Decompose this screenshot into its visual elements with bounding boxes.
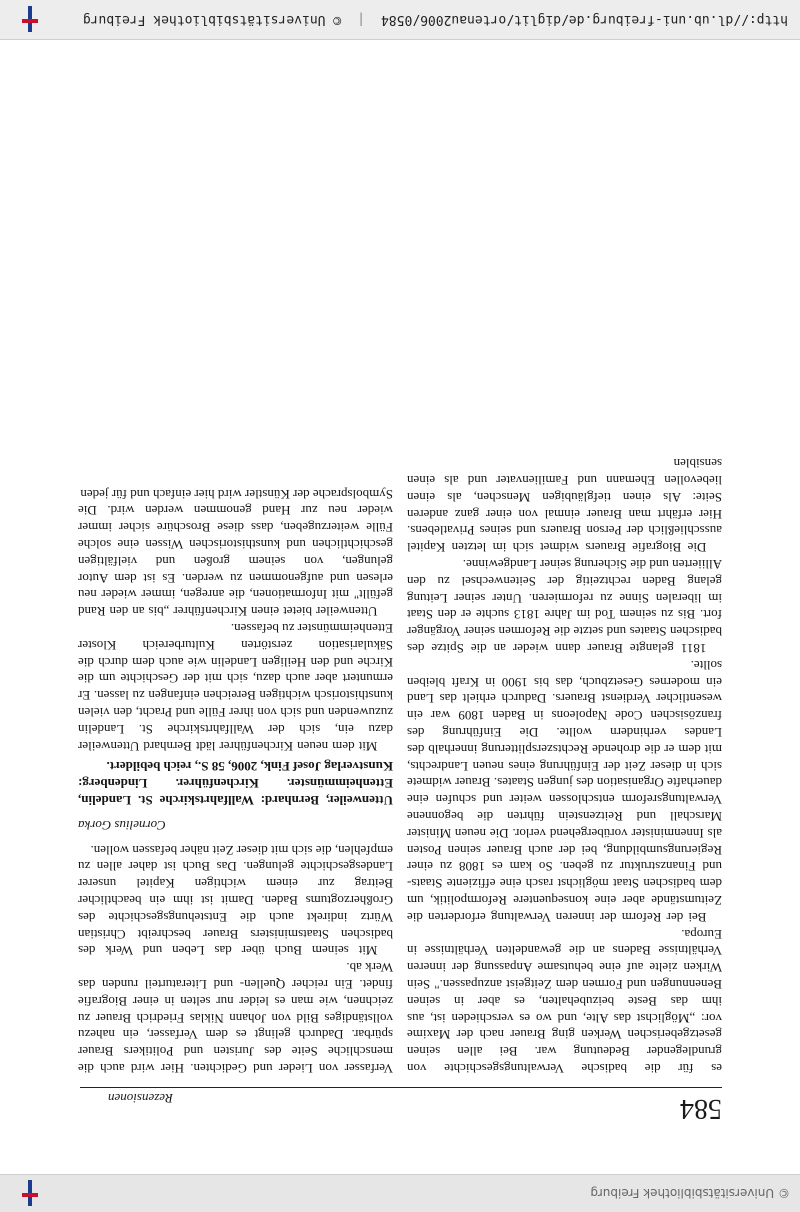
paragraph: Die Biografie Brauers widmet sich im letzten Kapitel ausschließlich der Person Brauers und seines Privatlebens. Hier erfährt man Brauer einmal von einer ganz anderen Seite: Als einen tiefgläubigen Menschen, als einen liebevollen Ehemann und Familienvater und als einen sensiblen [407,456,722,556]
url-bar-credit: © Universitätsbibliothek Freiburg [82,12,342,27]
header-rule [80,1087,722,1088]
paragraph: Verfasser von Lieder und Gedichten. Hier wird auch die menschliche Seite des Juristen und Politikers Brauer spürbar. Dadurch gelingt es dem Verfasser, ein nahezu vollständiges Bild von Johann Niklas Friedrich Brauer zu zeichnen, wie man es leider nur selten in einer Biografie findet. Ein reicher Quellen- und Literaturteil runden das Werk ab. [78,960,393,1076]
library-logo-icon [22,1180,38,1206]
copyright-text: © Universitätsbibliothek Freiburg [590,1186,790,1201]
review-heading: Uttenweiler, Bernhard: Wallfahrtskirche St. Landelin, Ettenheimmünster. Kirchenführer. Lindenberg: Kunstverlag Josef Fink, 2006, 58 S., reich bebildert. [78,759,393,809]
paragraph: Bei der Reform der inneren Verwaltung erforderten die Zeitumstände aber eine konsequentere Reformpolitik, um dem badischen Staat möglichst rasch eine effiziente Staats- und Finanzstruktur zu geben. So kam es 1808 zu einer Regierungsumbildung, bei der auch Brauer seinen Posten als Innenminister vorübergehend verlor. Die neuen Minister Marschall und Reitzenstein führten die begonnene Verwaltungsreform entschlossen weiter und schufen eine dauerhafte Organisation des jungen Staates. Brauer widmete sich in dieser Zeit der Einführung eines neuen Landrechts, mit dem er die drohende Rechtszersplitterung innerhalb des Landes verhindern wollte. Die Einführung des französischen Code Napoleons in Baden 1809 war ein wesentlicher Verdienst Brauers. Dadurch erhielt das Land ein modernes Gesetzbuch, das bis 1900 in Kraft bleiben sollte. [407,657,722,925]
left-text-column [407,455,722,1076]
library-logo-icon [22,6,38,32]
paragraph: 1811 gelangte Brauer dann wieder an die Spitze des badischen Staates und setzte die Reformen seiner Vorgänger fort. Bis zu seinem Tod im Jahre 1813 suchte er den Staat im liberalen Sinne zu reformieren. Unter seiner Leitung gelang Baden rechtzeitig der Seitenwechsel zu den Alliierten und die Sicherung seiner Landgewinne. [407,557,722,657]
document-url[interactable]: http://dl.ub.uni-freiburg.de/diglit/ortenau2006/0584 [381,12,788,27]
right-text-column [78,485,393,1076]
paragraph: Mit seinem Buch über das Leben und Werk des badischen Staatsministers Brauer beschreibt Christian Würtz indirekt auch die Entstehungsgeschichte des Großherzogtums Baden. Damit ist ihm ein beachtlicher Beitrag zur einem wichtigen Kapitel unserer Landesgeschichte gelungen. Das Buch ist daher allen zu empfehlen, die sich mit dieser Zeit näher befassen wollen. [78,842,393,959]
paragraph: Mit dem neuen Kirchenführer lädt Bernhard Uttenweiler dazu ein, sich der Wallfahrtskirche St. Landelin zuzuwenden und sich von ihrer Fülle und Pracht, den vielen kunsthistorisch wichtigen Bereichen einfangen zu lassen. Er ermuntert aber auch dazu, sich mit der Geschichte um die Kirche und den Heiligen Landelin wie auch dem durch die Säkularisation zerstörten Kulturbereich Kloster Ettenheimmünster zu befassen. [78,621,393,754]
running-head: Rezensionen [108,1091,173,1106]
paragraph: es für die badische Verwaltungsgeschichte von grundlegender Bedeutung war. Bei allen seinen gesetzgeberischen Werken ging Brauer nach der Maxime vor: „Möglichst das Alte, und wo es verschieden ist, aus ihm das Beste beizubehalten, es aber in seinen Benennungen und Formen dem Zeitgeist anzupassen." Sein Wirken zielte auf eine behutsame Anpassung der inneren Verhältnisse Badens an die gewandelten Verhältnisse in Europa. [407,926,722,1076]
viewer-url-bar: http://dl.ub.uni-freiburg.de/diglit/ortenau2006/0584 | © Universitätsbibliothek Freiburg [0,0,800,40]
page-number: 584 [680,1093,722,1124]
paragraph: Uttenweiler bietet einen Kirchenführer „bis an den Rand gefüllt" mit Informationen, die anregen, immer wieder neu erlesen und aufgenommen zu werden. Es ist dem Autor gelungen, von seinem großen und vielfältigen geschichtlichen und kunsthistorischen Wissen eine solche Fülle weiterzugeben, dass diese Broschüre sicher immer wieder neu zur Hand genommen werden wird. Die Symbolsprache der Künstler wird hier einfach und für jeden [78,486,393,620]
reviewer-signature: Cornelius Gorka [78,817,166,833]
viewer-header-bar [0,1174,800,1212]
